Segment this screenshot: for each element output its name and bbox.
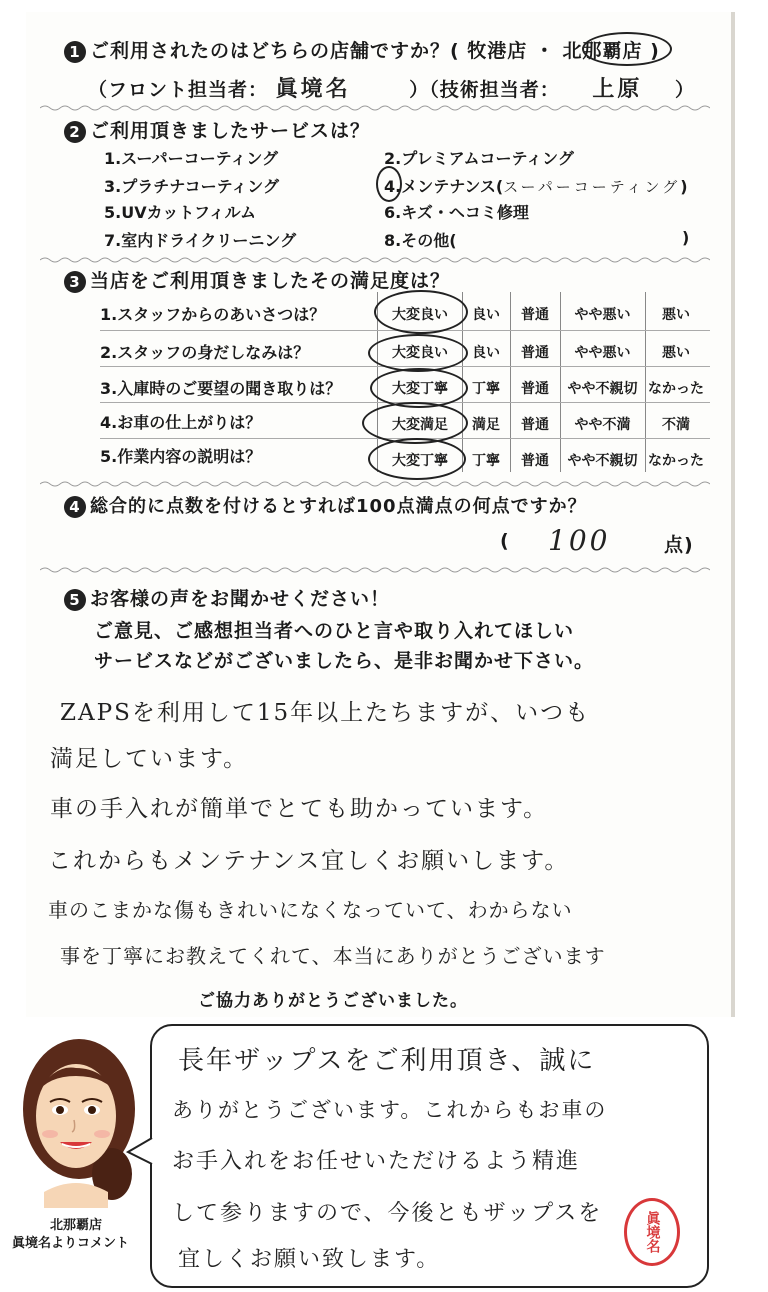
choice-cell: やや悪い: [574, 307, 631, 323]
choice-cell: 良い: [472, 307, 500, 323]
choice-cell: 不満: [662, 417, 690, 433]
reply-line: お手入れをお任せいただけるよう精進: [172, 1149, 581, 1174]
close-paren: ）: [675, 79, 696, 101]
choice-cell: 丁寧: [472, 381, 500, 397]
question-5-sub: ご意見、ご感想担当者へのひと言や取り入れてほしい: [94, 620, 575, 642]
front-staff-name: 眞境名: [275, 76, 351, 102]
comment-line: 満足しています。: [50, 746, 249, 772]
selected-answer-circle: [374, 290, 468, 334]
reply-line: 宜しくお願い致します。: [178, 1247, 441, 1272]
score-open: (: [500, 530, 510, 552]
selected-store-circle: [582, 32, 672, 66]
service-option: 5.UVカットフィルム: [104, 203, 257, 222]
service-option: 2.プレミアムコーティング: [384, 149, 574, 168]
choice-cell: 大変満足: [392, 417, 448, 433]
staff-portrait: [14, 1024, 144, 1208]
row-label: 4.お車の仕上がりは？: [100, 413, 262, 432]
choice-cell: 悪い: [662, 307, 690, 323]
row-label: 1.スタッフからのあいさつは？: [100, 305, 326, 324]
service-option: 1.スーパーコーティング: [104, 149, 279, 168]
comment-line: これからもメンテナンス宜しくお願いします。: [48, 848, 570, 874]
question-text: 総合的に点数を付けるとすれば100点満点の何点ですか？: [90, 496, 587, 517]
reply-line: 長年ザップスをご利用頂き、誠に: [178, 1046, 596, 1076]
question-number: 5: [64, 589, 86, 611]
comment-line: 事を丁寧にお教えてくれて、本当にありがとうございます: [60, 944, 606, 968]
name-stamp: 眞境名: [624, 1198, 680, 1266]
choice-cell: 普通: [521, 417, 549, 433]
choice-cell: 普通: [521, 453, 549, 469]
question-text: ご利用されたのはどちらの店舗ですか？( 牧港店 ・ 北那覇店 ): [90, 40, 660, 62]
row-label: 3.入庫時のご要望の聞き取りは？: [100, 379, 342, 398]
choice-cell: 大変良い: [392, 307, 448, 323]
choice-cell: やや不満: [574, 417, 631, 433]
question-4: [64, 492, 587, 518]
option-label: 4.メンテナンス(: [384, 177, 504, 196]
staff-caption: 眞境名よりコメント: [12, 1236, 130, 1251]
question-text: ご利用頂きましたサービスは？: [90, 120, 371, 142]
choice-cell: 大変丁寧: [392, 453, 448, 469]
choice-cell: やや不親切: [567, 453, 638, 469]
reply-line: ありがとうございます。これからもお車の: [172, 1098, 608, 1122]
divider: [40, 256, 710, 264]
close-paren: ): [680, 177, 688, 196]
staff-row: [88, 72, 695, 103]
selected-answer-circle: [368, 334, 468, 372]
comment-line: ZAPSを利用して15年以上たちますが、いつも: [60, 700, 591, 726]
choice-cell: なかった: [648, 453, 704, 469]
service-option: 7.室内ドライクリーニング: [104, 231, 297, 250]
service-option: 6.キズ・ヘコミ修理: [384, 203, 529, 222]
reply-line: して参りますので、今後ともザップスを: [172, 1201, 603, 1226]
question-text: 当店をご利用頂きましたその満足度は？: [90, 270, 451, 292]
choice-cell: 満足: [472, 417, 500, 433]
question-5-sub: サービスなどがございましたら、是非お聞かせ下さい。: [94, 650, 595, 672]
choice-cell: 悪い: [662, 345, 690, 361]
choice-cell: 大変良い: [392, 345, 448, 361]
front-label: （フロント担当者：: [88, 79, 269, 101]
comment-line: 車の手入れが簡単でとても助かっています。: [50, 796, 549, 822]
bubble-tail: [126, 1136, 154, 1166]
tech-staff-name: 上原: [592, 76, 643, 102]
divider: [40, 480, 710, 488]
question-number: 1: [64, 41, 86, 63]
selected-answer-circle: [368, 438, 466, 480]
question-text: お客様の声をお聞かせください！: [90, 588, 391, 610]
service-option-selected: [384, 174, 688, 197]
choice-cell: なかった: [648, 381, 704, 397]
question-3: [64, 266, 450, 293]
question-1: [64, 36, 660, 63]
close-paren: ): [682, 228, 690, 247]
thanks-text: ご協力ありがとうございました。: [198, 991, 468, 1011]
choice-cell: やや悪い: [574, 345, 631, 361]
question-number: 2: [64, 121, 86, 143]
question-number: 4: [64, 496, 86, 518]
row-label: 5.作業内容の説明は？: [100, 447, 262, 466]
question-2: [64, 116, 370, 143]
score-unit: 点): [664, 534, 694, 556]
choice-cell: 普通: [521, 307, 549, 323]
selected-service-circle: [376, 166, 402, 202]
service-option: 8.その他(: [384, 231, 457, 250]
choice-cell: 丁寧: [472, 453, 500, 469]
staff-store: 北那覇店: [50, 1218, 103, 1233]
divider: [40, 566, 710, 574]
maintenance-note: スーパーコーティング: [503, 178, 681, 196]
row-label: 2.スタッフの身だしなみは？: [100, 343, 310, 362]
question-5: [64, 584, 390, 611]
score-value: 100: [548, 524, 611, 557]
choice-cell: 普通: [521, 381, 549, 397]
tech-label: ）（技術担当者：: [409, 79, 560, 101]
question-number: 3: [64, 271, 86, 293]
choice-cell: 大変丁寧: [392, 381, 448, 397]
comment-line: 車のこまかな傷もきれいになくなっていて、わからない: [48, 898, 573, 922]
choice-cell: やや不親切: [567, 381, 638, 397]
divider: [40, 104, 710, 112]
choice-cell: 普通: [521, 345, 549, 361]
choice-cell: 良い: [472, 345, 500, 361]
service-option: 3.プラチナコーティング: [104, 177, 279, 196]
